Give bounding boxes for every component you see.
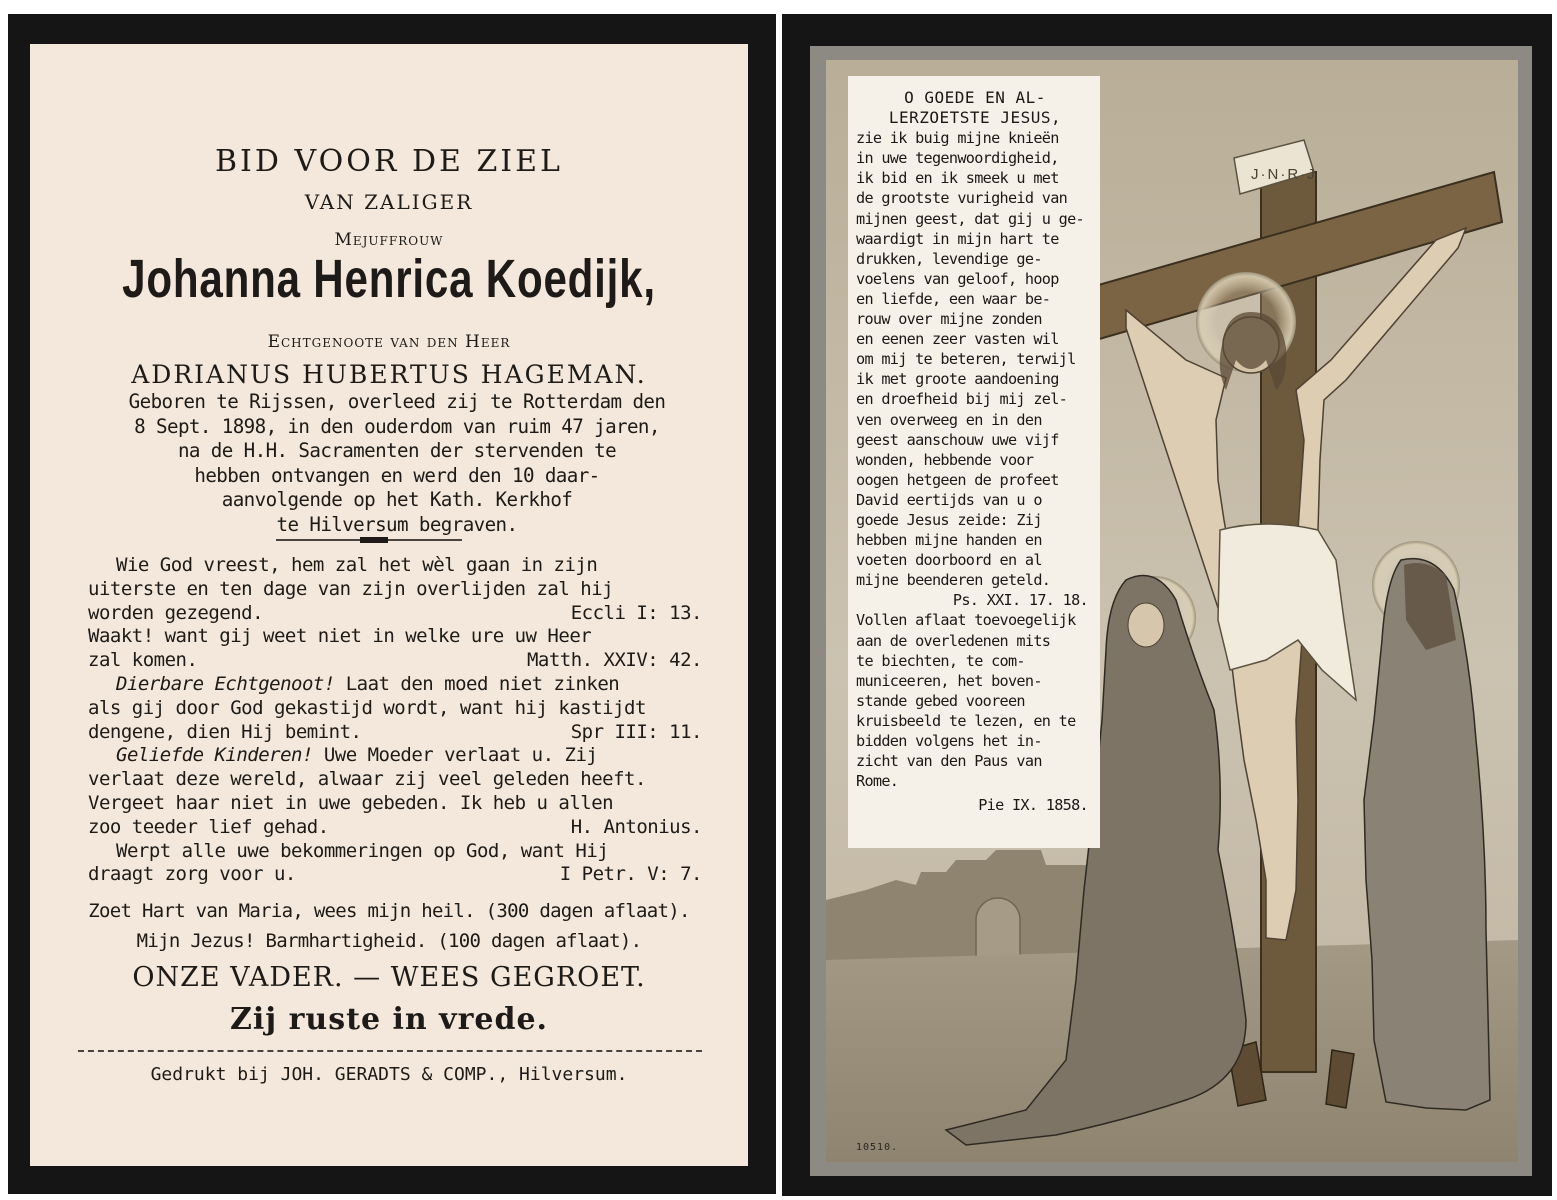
memorial-card-text-side [8,14,776,1194]
prayer-line: voelens van geloof, hoop [856,269,1059,288]
divider-ornament [360,537,388,543]
verse-line: Werpt alle uwe bekommeringen op God, want Hij [116,839,609,862]
indulgence-line: te biechten, te com- [856,651,1025,670]
card-title: BID VOOR DE ZIEL [215,144,563,179]
verse-line: uiterste en ten dage van zijn overlijden zal hij [88,577,614,600]
prayer-line: mijnen geest, dat gij u ge- [856,209,1084,228]
verse-line [88,649,702,673]
psalm-reference: Ps. XXI. 17. 18. [952,591,1088,610]
dashed-rule [78,1050,702,1052]
prayer-heading: O GOEDE EN AL- [904,88,1046,107]
ejaculation-jezus: Mijn Jezus! Barmhartigheid. (100 dagen aflaat). [136,930,642,952]
indulgence-line: zicht van den Paus van [856,752,1042,771]
prayer-line: en liefde, een waar be- [856,289,1051,308]
verse-text: worden gezegend. [88,601,264,624]
ejaculation-maria: Zoet Hart van Maria, wees mijn heil. (300 dagen aflaat). [88,900,690,922]
mary-face [1128,603,1164,647]
bio-line: Geboren te Rijssen, overleed zij te Rotterdam den [128,390,666,413]
prayer-names: ONZE VADER. — WEES GEGROET. [132,962,646,993]
verse-text: dengene, dien Hij bemint. [88,720,362,743]
prayer-line: om mij te beteren, terwijl [856,350,1076,369]
prayer-line: ik met groote aandoening [856,370,1059,389]
prayer-line: geest aanschouw uwe vijf [856,430,1059,449]
verse-line [88,602,702,626]
inri-inscription: J·N·R·J [1251,166,1317,183]
prayer-line: ik bid en ik smeek u met [856,169,1059,188]
prayer-line: David eertijds van u o [856,490,1042,509]
prayer-line: de grootste vurigheid van [856,189,1068,208]
verse-line [88,744,702,768]
verse-line [88,816,702,840]
card-subtitle: VAN ZALIGER [304,190,474,214]
plate-number: 10510. [856,1142,899,1153]
scripture-verses [88,554,702,887]
verse-line: als gij door God gekastijd wordt, want hij kastijdt [88,696,646,719]
prayer-line: oogen hetgeen de profeet [856,470,1059,489]
rest-in-peace: Zij ruste in vrede. [230,1002,548,1037]
bio-line: aanvolgende op het Kath. Kerkhof [221,488,573,512]
card-paper [30,44,748,1166]
prayer-line: goede Jesus zeide: Zij [856,510,1042,529]
verse-line: Wie God vreest, hem zal het wèl gaan in zijn [116,554,598,576]
verse-reference: I Petr. V: 7. [559,863,702,886]
prayer-line: en eenen zeer vasten wil [856,330,1059,349]
verse-text: Laat den moed niet zinken [334,672,620,695]
prayer-line: drukken, levendige ge- [856,249,1042,268]
address-italic: Dierbare Echtgenoot! [116,672,335,695]
address-italic: Geliefde Kinderen! [116,744,313,767]
biography [82,390,712,538]
verse-line: Waakt! want gij weet niet in welke ure uw Heer [88,625,592,648]
prayer-line: in uwe tegenwoordigheid, [856,149,1059,168]
indulgence-line: kruisbeeld te lezen, en te [856,711,1076,730]
bio-line: 8 Sept. 1898, in den ouderdom van ruim 47 jaren, [134,414,660,438]
prayer-line: zie ik buig mijne knieën [856,129,1059,148]
bio-line: hebben ontvangen en werd den 10 daar- [194,463,600,487]
honorific: Mejuffrouw [334,230,444,250]
verse-reference: Matth. XXIV: 42. [526,649,702,672]
spouse-name: ADRIANUS HUBERTUS HAGEMAN. [131,360,647,389]
memorial-card-image-side [782,14,1552,1196]
prayer-line: wonden, hebbende voor [856,450,1034,469]
image-frame [810,46,1532,1176]
verse-text: zoo teeder lief gehad. [88,815,329,838]
prayer-line: waardigt in mijn hart te [856,229,1059,248]
indulgence-line: bidden volgens het in- [856,732,1042,750]
prayer-line: mijne beenderen geteld. [856,571,1051,590]
town-arch [976,898,1020,960]
prayer-heading: LERZOETSTE JESUS, [888,108,1062,128]
verse-reference: H. Antonius. [570,815,702,838]
spouse-intro: Echtgenoote van den Heer [267,332,511,352]
indulgence-line: aan de overledenen mits [856,631,1051,650]
pius-reference: Pie IX. 1858. [978,796,1088,815]
indulgence-line: Rome. [856,772,899,791]
indulgence-line: Vollen aflaat toevoegelijk [856,611,1076,630]
verse-reference: Eccli I: 13. [570,601,702,624]
verse-text: zal komen. [88,649,198,672]
bio-line: te Hilversum begraven. [276,512,518,536]
verse-reference: Spr III: 11. [570,720,702,743]
prayer-line: rouw over mijne zonden [856,310,1042,329]
indulgence-line: stande gebed vooreen [856,691,1025,710]
verse-line: Vergeet haar niet in uwe gebeden. Ik heb u allen [88,791,614,814]
verse-line: verlaat deze wereld, alwaar zij veel geleden heeft. [88,768,646,791]
printer-credit: Gedrukt bij JOH. GERADTS & COMP., Hilversum. [150,1064,628,1085]
verse-line [88,863,702,887]
verse-line [88,721,702,745]
verse-text: Uwe Moeder verlaat u. Zij [312,744,598,767]
prayer-panel [848,76,1100,848]
deceased-name: Johanna Henrica Koedijk, [122,249,656,309]
prayer-line: hebben mijne handen en [856,531,1042,550]
verse-text: draagt zorg voor u. [88,863,296,886]
prayer-line: voeten doorboord en al [856,551,1042,570]
crucifixion-illustration [826,60,1518,1162]
verse-line [88,673,702,697]
prayer-line: en droefheid bij mij zel- [856,390,1068,409]
prayer-line: ven overweeg en in den [856,410,1042,429]
bio-line: na de H.H. Sacramenten der stervenden te [177,439,617,463]
indulgence-line: municeeren, het boven- [856,671,1042,690]
